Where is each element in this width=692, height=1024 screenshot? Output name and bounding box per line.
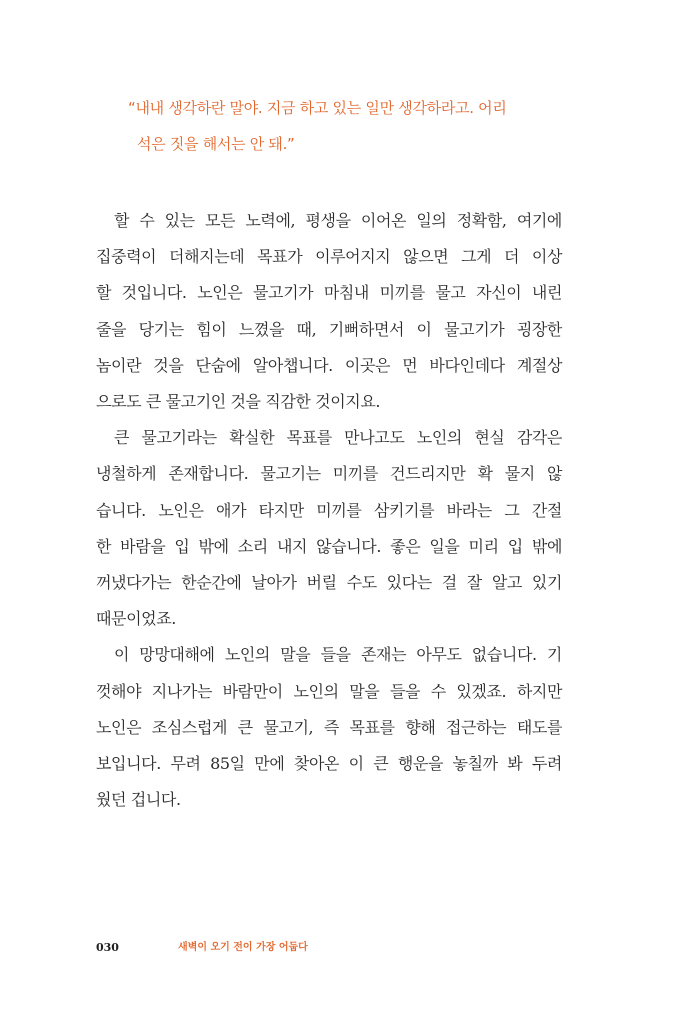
text-line: 집중력이 더해지는데 목표가 이루어지지 않으면 그게 더 이상 [96,247,562,267]
text-line: 놈이란 것을 단숨에 알아챕니다. 이곳은 먼 바다인데다 계절상 [96,355,562,375]
quote-line: 석은 짓을 해서는 안 돼.” [137,135,295,153]
pull-quote [128,90,568,162]
page-number: 030 [96,941,119,954]
text-line: 꺼냈다가는 한순간에 날아가 버릴 수도 있다는 걸 잘 알고 있기 [96,573,562,593]
text-line: 한 바람을 입 밖에 소리 내지 않습니다. 좋은 일을 미리 입 밖에 [96,536,562,556]
text-line: 줄을 당기는 힘이 느꼈을 때, 기뻐하면서 이 물고기가 굉장한 [96,319,562,339]
text-line: 큰 물고기라는 확실한 목표를 만나고도 노인의 현실 감각은 [114,428,562,448]
text-line: 웠던 겁니다. [96,790,181,810]
text-line: 할 것입니다. 노인은 물고기가 마침내 미끼를 물고 자신이 내린 [96,283,562,303]
quote-line: “내내 생각하란 말야. 지금 하고 있는 일만 생각하라고. 어리 [128,99,507,117]
running-head: 새벽이 오기 전이 가장 어둡다 [178,942,308,953]
page-footer [96,940,308,956]
text-line: 노인은 조심스럽게 큰 물고기, 즉 목표를 향해 접근하는 태도를 [96,717,562,737]
text-line: 때문이었죠. [96,609,176,629]
text-line: 습니다. 노인은 애가 타지만 미끼를 삼키기를 바라는 그 간절 [96,500,562,520]
body-text [96,203,562,818]
text-line: 으로도 큰 물고기인 것을 직감한 것이지요. [96,392,381,412]
text-line: 껏해야 지나가는 바람만이 노인의 말을 들을 수 있겠죠. 하지만 [96,681,562,701]
text-line: 할 수 있는 모든 노력에, 평생을 이어온 일의 정확함, 여기에 [114,211,562,230]
text-line: 냉철하게 존재합니다. 물고기는 미끼를 건드리지만 확 물지 않 [96,464,562,484]
text-line: 이 망망대해에 노인의 말을 들을 존재는 아무도 없습니다. 기 [114,645,562,665]
text-line: 보입니다. 무려 85일 만에 찾아온 이 큰 행운을 놓칠까 봐 두려 [96,754,562,774]
